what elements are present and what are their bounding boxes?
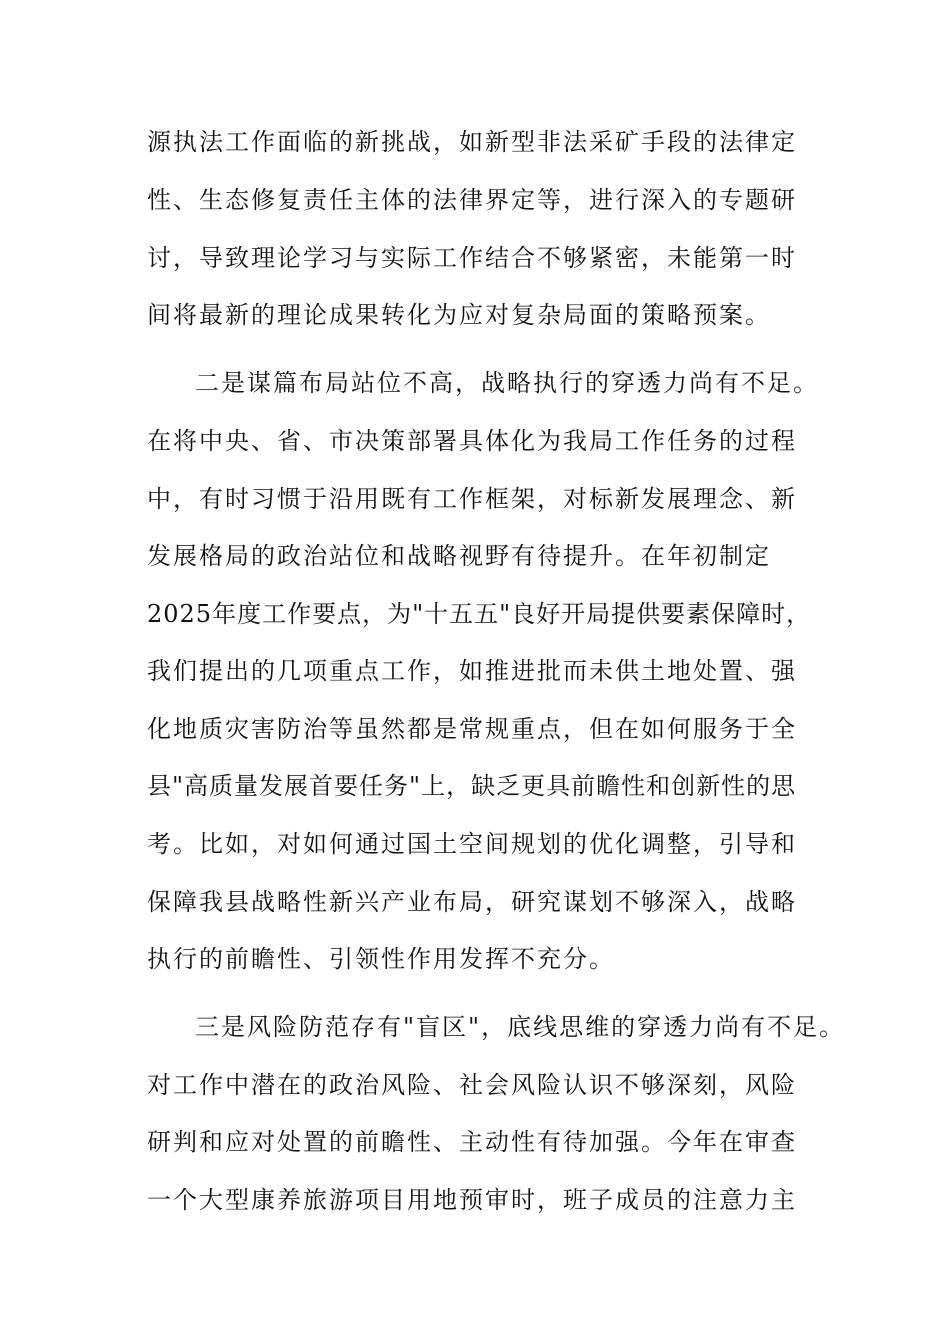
text-line: 县"高质量发展首要任务"上，缺乏更具前瞻性和创新性的思 — [147, 772, 797, 800]
text-line: 一个大型康养旅游项目用地预审时，班子成员的注意力主 — [147, 1186, 797, 1214]
text-line: 执行的前瞻性、引领性作用发挥不充分。 — [147, 945, 615, 973]
text-line: 在将中央、省、市决策部署具体化为我局工作任务的过程 — [147, 427, 797, 455]
text-line: 化地质灾害防治等虽然都是常规重点，但在如何服务于全 — [147, 715, 797, 743]
text-line: 2025年度工作要点，为"十五五"良好开局提供要素保障时， — [147, 600, 812, 628]
text-line: 考。比如，对如何通过国土空间规划的优化调整，引导和 — [147, 830, 797, 858]
text-line: 中，有时习惯于沿用既有工作框架，对标新发展理念、新 — [147, 485, 797, 513]
paragraph-heading-2: 二是谋篇布局站位不高，战略执行的穿透力尚有不足。 — [195, 369, 819, 397]
paragraph-heading-3: 三是风险防范存有"盲区"，底线思维的穿透力尚有不足。 — [195, 1013, 846, 1041]
text-line: 源执法工作面临的新挑战，如新型非法采矿手段的法律定 — [147, 128, 797, 156]
text-line: 间将最新的理论成果转化为应对复杂局面的策略预案。 — [147, 301, 771, 329]
text-line: 研判和应对处置的前瞻性、主动性有待加强。今年在审查 — [147, 1128, 797, 1156]
text-line: 发展格局的政治站位和战略视野有待提升。在年初制定 — [147, 542, 771, 570]
text-line: 讨，导致理论学习与实际工作结合不够紧密，未能第一时 — [147, 244, 797, 272]
text-line: 对工作中潜在的政治风险、社会风险认识不够深刻，风险 — [147, 1071, 797, 1099]
text-line: 性、生态修复责任主体的法律界定等，进行深入的专题研 — [147, 186, 797, 214]
text-line: 我们提出的几项重点工作，如推进批而未供土地处置、强 — [147, 657, 797, 685]
text-line: 保障我县战略性新兴产业布局，研究谋划不够深入，战略 — [147, 888, 797, 916]
